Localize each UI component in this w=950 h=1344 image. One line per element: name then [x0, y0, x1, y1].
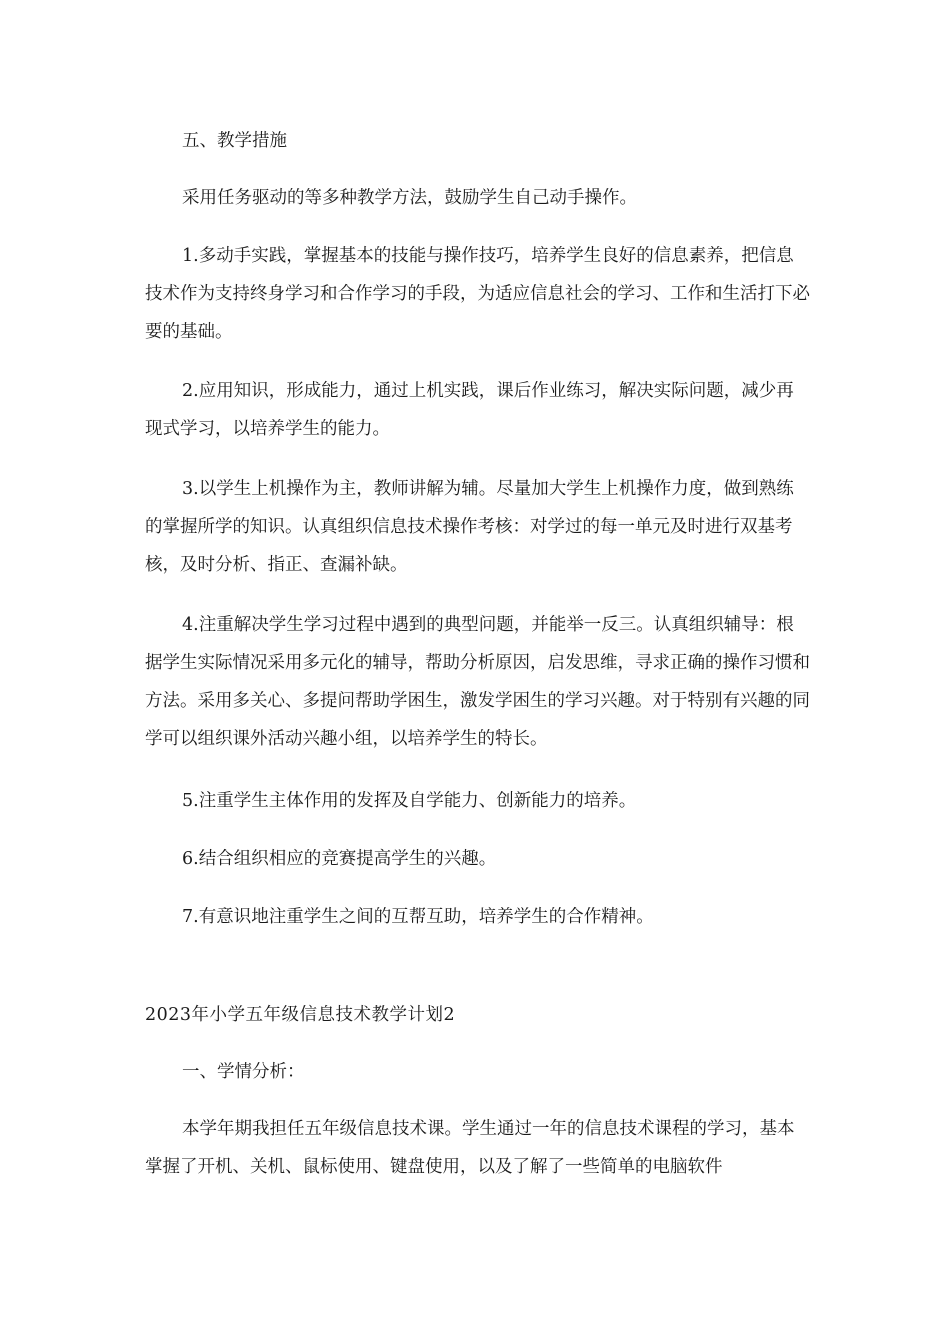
plan-two-section-one-text: 本学年期我担任五年级信息技术课。学生通过一年的信息技术课程的学习，基本掌握了开机、关机、鼠标使用、键盘使用，以及了解了一些简单的电脑软件: [145, 1119, 795, 1177]
section-five-intro: 采用任务驱动的等多种教学方法，鼓励学生自己动手操作。: [182, 188, 637, 208]
measure-item-5: 5.注重学生主体作用的发挥及自学能力、创新能力的培养。: [182, 791, 637, 811]
plan-two-section-one-heading: 一、学情分析：: [182, 1062, 305, 1082]
section-five-heading: 五、教学措施: [182, 131, 287, 151]
measure-item-4: 4.注重解决学生学习过程中遇到的典型问题，并能举一反三。认真组织辅导：根据学生实际情况采用多元化的辅导，帮助分析原因，启发思维，寻求正确的操作习惯和方法。采用多关心、多提问帮助学困生，激发学困生的学习兴趣。对于特别有兴趣的同学可以组织课外活动兴趣小组，以培养学生的特长。: [145, 615, 810, 749]
plan-two-title: 2023年小学五年级信息技术教学计划2: [145, 1005, 456, 1025]
measure-item-7: 7.有意识地注重学生之间的互帮互助，培养学生的合作精神。: [182, 907, 654, 927]
measure-item-1: 1.多动手实践，掌握基本的技能与操作技巧，培养学生良好的信息素养，把信息技术作为支持终身学习和合作学习的手段，为适应信息社会的学习、工作和生活打下必要的基础。: [145, 246, 810, 342]
measure-item-2: 2.应用知识，形成能力，通过上机实践，课后作业练习，解决实际问题，减少再现式学习，以培养学生的能力。: [145, 381, 794, 439]
measure-item-3: 3.以学生上机操作为主，教师讲解为辅。尽量加大学生上机操作力度，做到熟练的掌握所学的知识。认真组织信息技术操作考核：对学过的每一单元及时进行双基考核，及时分析、指正、查漏补缺。: [145, 479, 794, 575]
measure-item-6: 6.结合组织相应的竞赛提高学生的兴趣。: [182, 849, 497, 869]
